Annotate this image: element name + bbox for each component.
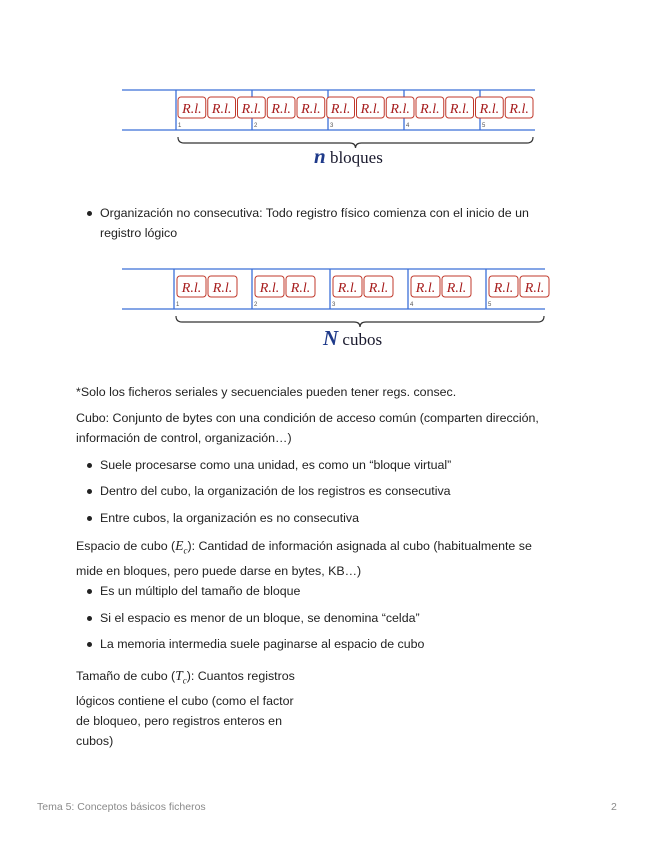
espacio-line2: mide en bloques, pero puede darse en bytes, KB…) <box>76 563 362 578</box>
bullet-dot <box>87 589 92 594</box>
diagram-non-consecutive <box>0 260 655 355</box>
block-number-1: 1 <box>178 123 182 129</box>
tamano-symbol-sub: c <box>182 675 187 686</box>
record-label-7: R.l. <box>360 102 381 117</box>
cube-number-5: 5 <box>488 302 492 308</box>
caption-n-bloques <box>314 144 383 169</box>
record-label-9: R.l. <box>420 102 440 117</box>
record-label-9: R.l. <box>493 281 514 296</box>
tamano-line4: cubos) <box>76 733 114 748</box>
record-label-12: R.l. <box>509 102 529 117</box>
bullet-dot <box>87 211 92 216</box>
bullet-dot <box>87 463 92 468</box>
cubo-bullet-1: Suele procesarse como una unidad, es como un “bloque virtual” <box>100 458 452 472</box>
page-number: 2 <box>611 801 617 813</box>
bullet-dot <box>87 489 92 494</box>
cube-number-3: 3 <box>332 302 336 308</box>
espacio-symbol-sub: c <box>183 545 188 556</box>
record-label-5: R.l. <box>337 281 358 296</box>
tamano-prefix: Tamaño de cubo ( <box>76 669 176 683</box>
tamano-line2: lógicos contiene el cubo (como el factor <box>76 693 294 708</box>
caption-variable: n <box>314 144 326 168</box>
espacio-prefix: Espacio de cubo ( <box>76 539 176 553</box>
tamano-definition <box>76 666 316 751</box>
bullet-no-consecutiva: Organización no consecutiva: Todo registro físico comienza con el inicio de un registro lógico <box>100 206 529 240</box>
record-label-5: R.l. <box>301 102 321 117</box>
record-label-10: R.l. <box>524 281 545 296</box>
record-label-1: R.l. <box>181 281 202 296</box>
block-number-2: 2 <box>254 123 258 129</box>
espacio-bullet-1: Es un múltiplo del tamaño de bloque <box>100 584 301 598</box>
record-label-11: R.l. <box>479 102 500 117</box>
tamano-line3: de bloqueo, pero registros enteros en <box>76 713 282 728</box>
bullet-dot <box>87 642 92 647</box>
record-label-2: R.l. <box>211 102 232 117</box>
espacio-definition <box>76 536 576 581</box>
tamano-symbol <box>175 668 187 686</box>
record-label-4: R.l. <box>290 281 311 296</box>
record-label-1: R.l. <box>182 102 202 117</box>
block-number-4: 4 <box>406 123 410 129</box>
diagram-consecutive <box>0 80 655 175</box>
cubo-definition: Cubo: Conjunto de bytes con una condición de acceso común (comparten dirección, información de control, organización…) <box>76 411 539 445</box>
record-label-4: R.l. <box>271 102 291 117</box>
caption-variable: N <box>323 326 339 350</box>
cubo-bullet-3: Entre cubos, la organización es no consecutiva <box>100 511 359 525</box>
record-label-7: R.l. <box>415 281 436 296</box>
record-label-2: R.l. <box>212 281 233 296</box>
note-serial: *Solo los ficheros seriales y secuenciales pueden tener regs. consec. <box>76 385 457 399</box>
caption-n-cubos <box>323 326 382 351</box>
espacio-bullet-3: La memoria intermedia suele paginarse al espacio de cubo <box>100 637 425 651</box>
record-label-8: R.l. <box>390 102 410 117</box>
block-number-5: 5 <box>482 123 486 129</box>
record-label-6: R.l. <box>330 102 351 117</box>
cubo-bullet-2: Dentro del cubo, la organización de los registros es consecutiva <box>100 484 451 498</box>
caption-word: bloques <box>329 148 383 167</box>
record-label-10: R.l. <box>449 102 470 117</box>
caption-word: cubos <box>342 330 383 349</box>
block-number-3: 3 <box>330 123 334 129</box>
espacio-symbol <box>175 538 188 556</box>
cube-number-2: 2 <box>254 302 258 308</box>
tamano-suffix: ): Cuantos registros <box>186 669 295 683</box>
cube-number-1: 1 <box>176 302 180 308</box>
footer-title: Tema 5: Conceptos básicos ficheros <box>37 801 206 813</box>
record-label-6: R.l. <box>368 281 389 296</box>
espacio-symbol-letter: E <box>175 538 184 553</box>
record-label-3: R.l. <box>241 102 262 117</box>
bullet-dot <box>87 516 92 521</box>
cube-number-4: 4 <box>410 302 414 308</box>
bullet-dot <box>87 616 92 621</box>
record-label-3: R.l. <box>259 281 280 296</box>
tamano-symbol-letter: T <box>175 668 183 683</box>
espacio-bullet-2: Si el espacio es menor de un bloque, se denomina “celda” <box>100 611 420 625</box>
espacio-suffix: ): Cantidad de información asignada al cubo (habitualmente se <box>187 539 532 553</box>
record-label-8: R.l. <box>446 281 467 296</box>
